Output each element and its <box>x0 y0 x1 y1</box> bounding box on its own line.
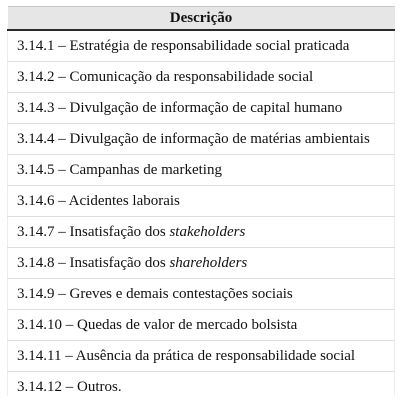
header-row <box>8 7 395 31</box>
table-cell <box>8 30 395 62</box>
table-body <box>8 30 395 396</box>
table-cell <box>8 279 395 310</box>
cell-text: 3.14.7 – Insatisfação dos <box>17 223 170 240</box>
table-cell <box>8 186 395 217</box>
table-cell <box>8 124 395 155</box>
cell-italic-text: shareholders <box>169 254 248 271</box>
table-row <box>8 372 395 397</box>
table-cell <box>8 62 395 93</box>
cell-text: 3.14.4 – Divulgação de informação de matérias ambientais <box>17 130 370 147</box>
table-row <box>8 186 395 217</box>
table-row <box>8 30 395 62</box>
table-row <box>8 248 395 279</box>
cell-text: 3.14.6 – Acidentes laborais <box>17 192 180 209</box>
table-cell <box>8 248 395 279</box>
table-cell <box>8 310 395 341</box>
table-row <box>8 124 395 155</box>
table-row <box>8 217 395 248</box>
table-row <box>8 62 395 93</box>
table-cell <box>8 341 395 372</box>
table-cell <box>8 155 395 186</box>
table-cell <box>8 372 395 397</box>
cell-text: 3.14.2 – Comunicação da responsabilidade social <box>17 68 314 85</box>
cell-text: 3.14.8 – Insatisfação dos <box>17 254 170 271</box>
cell-text: 3.14.12 – Outros. <box>17 378 122 395</box>
table-row <box>8 310 395 341</box>
table-row <box>8 341 395 372</box>
description-table-container <box>7 6 395 396</box>
cell-text: 3.14.1 – Estratégia de responsabilidade social praticada <box>17 37 350 54</box>
table-header <box>8 7 395 31</box>
cell-text: 3.14.11 – Ausência da prática de responsabilidade social <box>17 347 356 364</box>
description-table <box>7 6 395 396</box>
table-cell <box>8 93 395 124</box>
table-row <box>8 93 395 124</box>
table-row <box>8 279 395 310</box>
cell-text: 3.14.3 – Divulgação de informação de capital humano <box>17 99 343 116</box>
cell-text: 3.14.5 – Campanhas de marketing <box>17 161 222 178</box>
cell-text: 3.14.10 – Quedas de valor de mercado bolsista <box>17 316 298 333</box>
cell-italic-text: stakeholders <box>169 223 246 240</box>
table-row <box>8 155 395 186</box>
column-header-descricao: Descrição <box>8 7 395 31</box>
table-cell <box>8 217 395 248</box>
cell-text: 3.14.9 – Greves e demais contestações sociais <box>17 285 293 302</box>
